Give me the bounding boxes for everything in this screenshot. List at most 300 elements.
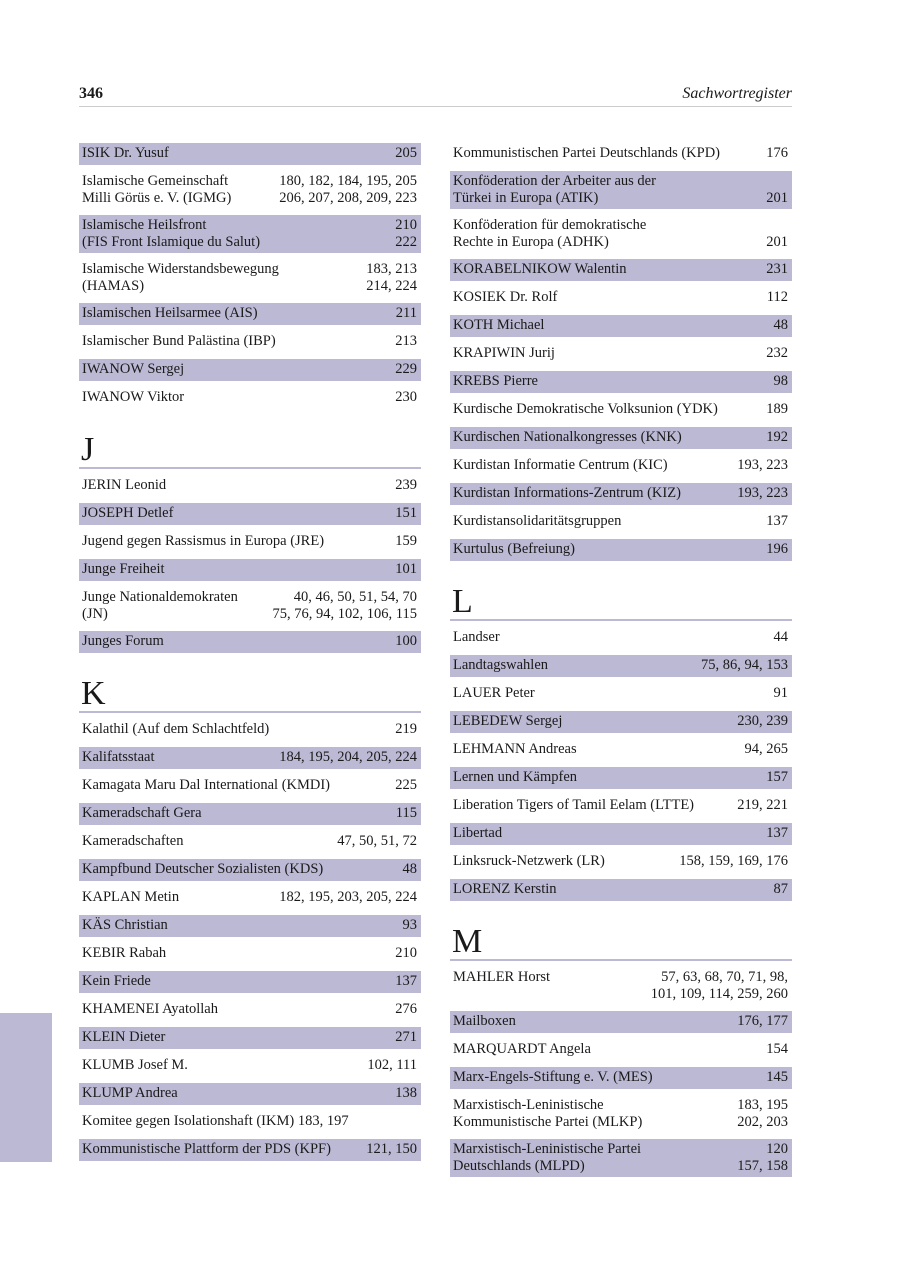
entry-term xyxy=(82,333,389,350)
pages-line: 276 xyxy=(395,1001,417,1017)
pages-line: 196 xyxy=(766,541,788,557)
pages-line: 48 xyxy=(402,861,417,877)
term-line: KEBIR Rabah xyxy=(82,945,167,961)
term-line: Kalathil (Auf dem Schlachtfeld) xyxy=(82,721,270,737)
entry-pages xyxy=(389,1085,417,1102)
pages-line: 112 xyxy=(766,289,788,305)
entry-term xyxy=(453,685,768,702)
pages-line: 189 xyxy=(766,401,788,417)
index-entry xyxy=(450,711,792,733)
entry-pages xyxy=(760,513,788,530)
entry-pages xyxy=(768,881,789,898)
index-entry xyxy=(450,1067,792,1089)
entry-term xyxy=(82,777,389,794)
pages-line: 180, 182, 184, 195, 205 xyxy=(279,173,417,189)
entry-pages xyxy=(389,505,417,522)
entry-pages xyxy=(731,485,788,502)
index-entry xyxy=(450,343,792,365)
term-line: Linksruck-Netzwerk (LR) xyxy=(453,853,605,869)
entry-pages xyxy=(389,777,417,794)
term-line: KLUMB Josef M. xyxy=(82,1057,188,1073)
term-line: Kalifatsstaat xyxy=(82,749,155,765)
pages-line: 158, 159, 169, 176 xyxy=(679,853,788,869)
pages-line: 93 xyxy=(402,917,417,933)
index-entry xyxy=(79,943,421,965)
entry-pages xyxy=(760,173,788,207)
index-entry xyxy=(79,559,421,581)
entry-term xyxy=(453,373,768,390)
index-entry xyxy=(450,287,792,309)
term-line: JOSEPH Detlef xyxy=(82,505,174,521)
entry-pages xyxy=(731,457,788,474)
entry-pages xyxy=(389,973,417,990)
index-entry xyxy=(79,331,421,353)
term-line: Landtagswahlen xyxy=(453,657,549,673)
pages-line: 225 xyxy=(395,777,417,793)
section-letter-heading: J xyxy=(79,415,421,469)
entry-term xyxy=(453,217,760,251)
index-entry xyxy=(79,719,421,741)
pages-line: 145 xyxy=(766,1069,788,1085)
term-line: Islamischen Heilsarmee (AIS) xyxy=(82,305,258,321)
pages-line: 91 xyxy=(773,685,788,701)
term-line: IWANOW Viktor xyxy=(82,389,185,405)
pages-line: 231 xyxy=(766,261,788,277)
entry-pages xyxy=(673,853,788,870)
pages-line: 210 xyxy=(395,217,417,233)
entry-pages xyxy=(273,889,417,906)
index-entry xyxy=(79,143,421,165)
pages-line: 44 xyxy=(773,629,788,645)
term-line: Kommunistische Plattform der PDS (KPF) xyxy=(82,1141,331,1157)
index-entry xyxy=(450,683,792,705)
index-entry xyxy=(79,775,421,797)
entry-term xyxy=(82,505,389,522)
pages-line: 100 xyxy=(395,633,417,649)
pages-line: 230 xyxy=(395,389,417,405)
term-line: LAUER Peter xyxy=(453,685,535,701)
pages-line: 157 xyxy=(766,769,788,785)
term-line: Islamische Gemeinschaft xyxy=(82,173,229,189)
index-entry xyxy=(79,999,421,1021)
pages-line: 157, 158 xyxy=(737,1158,788,1174)
entry-term xyxy=(82,1141,360,1158)
entry-pages xyxy=(695,657,788,674)
index-entry xyxy=(79,475,421,497)
entry-term xyxy=(453,261,760,278)
entry-term xyxy=(82,361,389,378)
pages-line: 214, 224 xyxy=(366,278,417,294)
pages-line: 222 xyxy=(395,234,417,250)
pages-line: 239 xyxy=(395,477,417,493)
entry-term xyxy=(82,1029,389,1046)
term-line: Marxistisch-Leninistische xyxy=(453,1097,604,1113)
section-letter-heading: M xyxy=(450,907,792,961)
pages-line: 176 xyxy=(766,145,788,161)
index-entry xyxy=(450,143,792,165)
term-line: KREBS Pierre xyxy=(453,373,538,389)
entry-pages xyxy=(273,173,417,207)
index-entry xyxy=(79,1139,421,1161)
entry-term xyxy=(453,825,760,842)
pages-line: 137 xyxy=(766,513,788,529)
index-entry xyxy=(79,259,421,297)
index-entry xyxy=(79,1027,421,1049)
term-line: Landser xyxy=(453,629,500,645)
running-title: Sachwortregister xyxy=(682,85,792,102)
term-line: Rechte in Europa (ADHK) xyxy=(453,234,609,250)
page-number: 346 xyxy=(79,85,103,102)
entry-term xyxy=(82,217,389,251)
entry-term xyxy=(453,429,760,446)
entry-pages xyxy=(760,401,788,418)
term-line: Deutschlands (MLPD) xyxy=(453,1158,585,1174)
index-entry xyxy=(79,587,421,625)
index-entry xyxy=(450,655,792,677)
term-line: LORENZ Kerstin xyxy=(453,881,557,897)
pages-line: 48 xyxy=(773,317,788,333)
pages-line: 202, 203 xyxy=(737,1114,788,1130)
entry-pages xyxy=(389,945,417,962)
entry-pages xyxy=(645,969,788,1003)
entry-pages xyxy=(768,317,789,334)
index-entry xyxy=(450,315,792,337)
entry-term xyxy=(453,797,731,814)
index-entry xyxy=(79,915,421,937)
entry-term xyxy=(453,657,695,674)
entry-term xyxy=(453,969,645,986)
entry-term xyxy=(453,713,731,730)
entry-pages xyxy=(360,261,417,295)
entry-term xyxy=(82,145,389,162)
entry-term xyxy=(453,769,760,786)
index-entry xyxy=(79,503,421,525)
index-entry xyxy=(450,879,792,901)
term-line: Konföderation der Arbeiter aus der xyxy=(453,173,656,189)
term-line: Mailboxen xyxy=(453,1013,516,1029)
entry-pages xyxy=(760,145,788,162)
term-line: Kameradschaften xyxy=(82,833,184,849)
entry-pages xyxy=(389,533,417,550)
term-line: Junge Freiheit xyxy=(82,561,165,577)
pages-line: 219, 221 xyxy=(737,797,788,813)
index-entry xyxy=(79,747,421,769)
entry-pages xyxy=(760,541,788,558)
entry-pages xyxy=(389,145,417,162)
pages-line: 211 xyxy=(395,305,417,321)
entry-pages xyxy=(761,289,788,306)
entry-term xyxy=(82,1085,389,1102)
entry-pages xyxy=(331,833,417,850)
term-line: Marxistisch-Leninistische Partei xyxy=(453,1141,642,1157)
index-entry xyxy=(79,1055,421,1077)
entry-pages xyxy=(389,1029,417,1046)
index-entry xyxy=(450,823,792,845)
pages-line: 193, 223 xyxy=(737,485,788,501)
term-line: ISIK Dr. Yusuf xyxy=(82,145,169,161)
term-line: KOSIEK Dr. Rolf xyxy=(453,289,558,305)
entry-pages xyxy=(731,797,788,814)
entry-pages xyxy=(397,917,418,934)
term-line: Kampfbund Deutscher Sozialisten (KDS) xyxy=(82,861,324,877)
entry-term xyxy=(82,917,397,934)
entry-pages xyxy=(768,373,789,390)
term-line: KORABELNIKOW Walentin xyxy=(453,261,627,277)
index-entry xyxy=(79,1111,421,1133)
index-entry xyxy=(450,455,792,477)
entry-pages xyxy=(731,713,788,730)
index-entry xyxy=(79,859,421,881)
entry-pages xyxy=(389,477,417,494)
entry-term xyxy=(453,145,760,162)
entry-pages xyxy=(361,1057,417,1074)
entry-pages xyxy=(768,685,789,702)
entry-term xyxy=(453,629,768,646)
entry-term xyxy=(82,833,331,850)
entry-pages xyxy=(360,1141,417,1158)
term-line: Konföderation für demokratische xyxy=(453,217,647,233)
entry-term xyxy=(82,749,273,766)
term-line: LEHMANN Andreas xyxy=(453,741,577,757)
pages-line: 75, 86, 94, 153 xyxy=(701,657,788,673)
entry-pages xyxy=(760,1041,788,1058)
term-line: KLUMP Andrea xyxy=(82,1085,178,1101)
index-entry xyxy=(79,1083,421,1105)
pages-line: 213 xyxy=(395,333,417,349)
index-entry xyxy=(79,887,421,909)
entry-pages xyxy=(273,749,417,766)
pages-line: 183, 195 xyxy=(737,1097,788,1113)
entry-pages xyxy=(267,589,417,623)
term-line: Türkei in Europa (ATIK) xyxy=(453,190,599,206)
index-entry xyxy=(450,967,792,1005)
entry-term xyxy=(453,317,768,334)
index-entry xyxy=(450,215,792,253)
pages-line: 219 xyxy=(395,721,417,737)
pages-line: 121, 150 xyxy=(366,1141,417,1157)
entry-pages xyxy=(731,1141,788,1175)
term-line: IWANOW Sergej xyxy=(82,361,185,377)
entry-term xyxy=(453,881,768,898)
entry-pages xyxy=(760,217,788,251)
index-entry xyxy=(450,399,792,421)
index-entry xyxy=(79,971,421,993)
pages-line xyxy=(413,1113,417,1130)
term-line: MARQUARDT Angela xyxy=(453,1041,591,1057)
term-line: Junge Nationaldemokraten (JN) xyxy=(82,589,238,622)
entry-term xyxy=(82,889,273,906)
pages-line: 182, 195, 203, 205, 224 xyxy=(279,889,417,905)
entry-pages xyxy=(389,333,417,350)
term-line: Kommunistischen Partei Deutschlands (KPD) xyxy=(453,145,721,161)
pages-line: 115 xyxy=(395,805,417,821)
pages-line: 98 xyxy=(773,373,788,389)
entry-pages xyxy=(760,429,788,446)
pages-line: 183, 213 xyxy=(366,261,417,277)
term-line: MAHLER Horst xyxy=(453,969,551,985)
entry-pages xyxy=(389,217,417,251)
pages-line: 137 xyxy=(395,973,417,989)
section-letter-heading: L xyxy=(450,567,792,621)
entry-term xyxy=(82,477,389,494)
thumb-index-tab xyxy=(0,1013,52,1162)
entry-term xyxy=(453,1141,731,1175)
index-entry xyxy=(79,803,421,825)
entry-term xyxy=(82,305,390,322)
entry-term xyxy=(453,1097,731,1131)
entry-pages xyxy=(760,261,788,278)
pages-line: 154 xyxy=(766,1041,788,1057)
term-line: Kein Friede xyxy=(82,973,151,989)
entry-pages xyxy=(389,1001,417,1018)
index-entry xyxy=(450,511,792,533)
entry-term xyxy=(82,173,273,207)
entry-term xyxy=(453,1041,760,1058)
index-entry xyxy=(450,1039,792,1061)
pages-line: 201 xyxy=(766,190,788,206)
pages-line: 101, 109, 114, 259, 260 xyxy=(650,986,788,1002)
index-entry xyxy=(450,795,792,817)
pages-line: 102, 111 xyxy=(367,1057,417,1073)
entry-term xyxy=(453,741,739,758)
entry-term xyxy=(82,589,267,623)
term-line: Kurdistan Informations-Zentrum (KIZ) xyxy=(453,485,681,501)
pages-line: 120 xyxy=(766,1141,788,1157)
entry-pages xyxy=(389,721,417,738)
entry-term xyxy=(453,1013,731,1030)
pages-line: 184, 195, 204, 205, 224 xyxy=(279,749,417,765)
index-entry xyxy=(450,427,792,449)
term-line: Komitee gegen Isolationshaft (IKM) 183, 197 xyxy=(82,1113,349,1129)
term-line: Liberation Tigers of Tamil Eelam (LTTE) xyxy=(453,797,695,813)
pages-line: 271 xyxy=(395,1029,417,1045)
entry-term xyxy=(82,945,389,962)
index-column-left xyxy=(79,143,421,1161)
term-line: Marx-Engels-Stiftung e. V. (MES) xyxy=(453,1069,653,1085)
entry-pages xyxy=(731,1013,788,1030)
entry-term xyxy=(82,1113,407,1130)
entry-pages xyxy=(389,561,417,578)
index-entry xyxy=(450,483,792,505)
entry-term xyxy=(453,485,731,502)
entry-term xyxy=(82,861,397,878)
entry-pages xyxy=(760,769,788,786)
entry-pages xyxy=(389,361,417,378)
pages-line: 229 xyxy=(395,361,417,377)
index-entry xyxy=(450,371,792,393)
pages-line: 94, 265 xyxy=(744,741,788,757)
pages-line: 230, 239 xyxy=(737,713,788,729)
term-line: KHAMENEI Ayatollah xyxy=(82,1001,218,1017)
pages-line: 138 xyxy=(395,1085,417,1101)
entry-term xyxy=(82,1001,389,1018)
entry-term xyxy=(453,513,760,530)
entry-term xyxy=(453,289,761,306)
entry-pages xyxy=(389,633,417,650)
entry-pages xyxy=(390,305,417,322)
term-line: Kurdischen Nationalkongresses (KNK) xyxy=(453,429,682,445)
index-entry xyxy=(79,831,421,853)
term-line: Islamische Widerstandsbewegung xyxy=(82,261,279,277)
term-line: (FIS Front Islamique du Salut) xyxy=(82,234,261,250)
term-line: Milli Görüs e. V. (IGMG) xyxy=(82,190,232,206)
entry-term xyxy=(82,389,389,406)
pages-line xyxy=(766,173,788,190)
entry-pages xyxy=(739,741,789,758)
term-line: Kamagata Maru Dal International (KMDI) xyxy=(82,777,331,793)
entry-pages xyxy=(760,345,788,362)
index-entry xyxy=(79,359,421,381)
pages-line: 192 xyxy=(766,429,788,445)
term-line: JERIN Leonid xyxy=(82,477,167,493)
pages-line: 40, 46, 50, 51, 54, 70 xyxy=(293,589,417,605)
entry-pages xyxy=(407,1113,417,1130)
entry-term xyxy=(453,457,731,474)
pages-line: 137 xyxy=(766,825,788,841)
term-line: Junges Forum xyxy=(82,633,164,649)
entry-term xyxy=(453,541,760,558)
index-column-right xyxy=(450,143,792,1177)
index-entry xyxy=(450,539,792,561)
pages-line: 206, 207, 208, 209, 223 xyxy=(279,190,417,206)
index-entry xyxy=(450,627,792,649)
term-line: Islamischer Bund Palästina (IBP) xyxy=(82,333,276,349)
pages-line: 205 xyxy=(395,145,417,161)
entry-pages xyxy=(390,805,417,822)
index-entry xyxy=(79,531,421,553)
term-line: KRAPIWIN Jurij xyxy=(453,345,555,361)
index-entry xyxy=(450,1011,792,1033)
term-line: Islamische Heilsfront xyxy=(82,217,207,233)
index-entry xyxy=(450,739,792,761)
pages-line: 101 xyxy=(395,561,417,577)
term-line: Libertad xyxy=(453,825,503,841)
pages-line: 151 xyxy=(395,505,417,521)
term-line: Kurdistansolidaritätsgruppen xyxy=(453,513,622,529)
term-line: Kameradschaft Gera xyxy=(82,805,202,821)
term-line: KOTH Michael xyxy=(453,317,545,333)
pages-line: 176, 177 xyxy=(737,1013,788,1029)
index-entry xyxy=(79,303,421,325)
entry-term xyxy=(453,401,760,418)
index-entry xyxy=(79,171,421,209)
entry-pages xyxy=(768,629,789,646)
entry-term xyxy=(453,345,760,362)
pages-line: 87 xyxy=(773,881,788,897)
entry-term xyxy=(82,973,389,990)
header-rule xyxy=(79,106,792,107)
term-line: KÄS Christian xyxy=(82,917,168,933)
entry-term xyxy=(82,805,390,822)
entry-pages xyxy=(389,389,417,406)
entry-term xyxy=(453,1069,760,1086)
index-entry xyxy=(450,171,792,209)
term-line: Jugend gegen Rassismus in Europa (JRE) xyxy=(82,533,325,549)
entry-term xyxy=(82,1057,361,1074)
index-entry xyxy=(79,631,421,653)
index-entry xyxy=(79,215,421,253)
entry-term xyxy=(82,533,389,550)
index-entry xyxy=(450,767,792,789)
index-entry xyxy=(450,1095,792,1133)
term-line: Lernen und Kämpfen xyxy=(453,769,578,785)
term-line: LEBEDEW Sergej xyxy=(453,713,563,729)
term-line: Kurdische Demokratische Volksunion (YDK) xyxy=(453,401,718,417)
entry-pages xyxy=(760,825,788,842)
pages-line: 75, 76, 94, 102, 106, 115 xyxy=(272,606,417,622)
pages-line: 232 xyxy=(766,345,788,361)
pages-line: 210 xyxy=(395,945,417,961)
